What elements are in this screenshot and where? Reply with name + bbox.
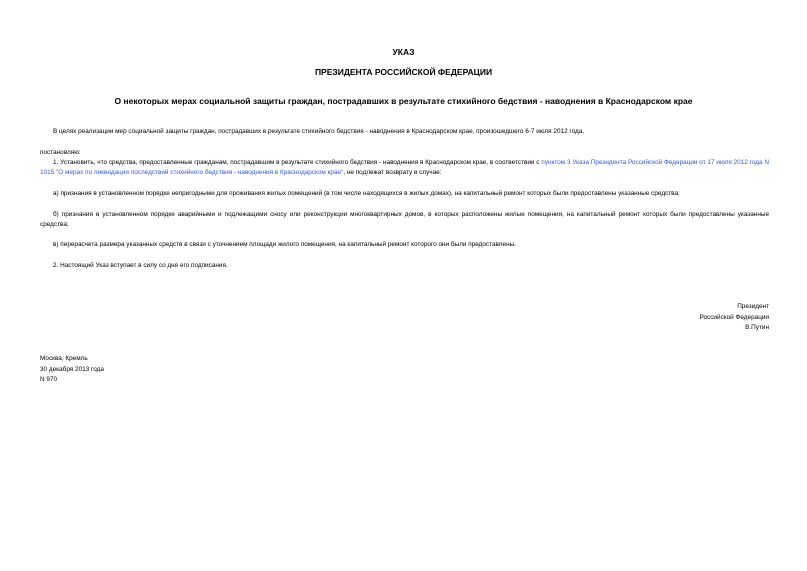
decree-number: N 970 [40, 376, 58, 383]
item-2-paragraph: 2. Настоящий Указ вступает в силу со дня его подписания. [53, 262, 228, 269]
decree-1015-link[interactable]: пунктом 3 Указа Президента Российской Федерации от 17 июля 2012 года N 1015 "О мерах по ликвидации последствий стихийного бедствия - наводнения в Краснодарском крае" [40, 159, 769, 176]
item-1-paragraph [40, 158, 769, 178]
item-b-paragraph: б) признания в установленном порядке аварийными и подлежащими сносу или реконструкции многоквартирных домов, в которых расположены жилые помещения, на капитальный ремонт которых были предоставлены указанные средства; [40, 211, 769, 228]
item-v-paragraph: в) перерасчета размера указанных средств в связи с уточнением площади жилого помещения, на капитальный ремонт которого они были предоставлены. [53, 241, 516, 248]
signing-date: 30 декабря 2013 года [40, 365, 104, 373]
document-type-title: УКАЗ [392, 47, 415, 57]
item-a-paragraph: а) признания в установленном порядке непригодными для проживания жилых помещений (в том числе находящихся в жилых домах), на капитальный ремонт которых были предоставлены указанные средства; [53, 190, 680, 197]
preamble-paragraph: В целях реализации мер социальной защиты граждан, пострадавших в результате стихийного бедствия - наводнения в Краснодарском крае, произошедшего 6-7 июля 2012 года, [53, 128, 585, 135]
resolve-paragraph: постановляю: [40, 149, 81, 156]
decree-subject-title: О некоторых мерах социальной защиты граждан, пострадавших в результате стихийного бедствия - наводнения в Краснодарском крае [114, 96, 693, 106]
place-date-block [40, 354, 240, 386]
item-1-text-start: 1. Установить, что средства, предоставленные гражданам, пострадавшим в результате стихийного бедствия - наводнения в Краснодарском крае, в соответствии с [53, 159, 542, 166]
signing-place: Москва, Кремль [40, 355, 88, 362]
signature-position: Президент [737, 303, 769, 310]
signature-block [609, 302, 769, 334]
issuer-title: ПРЕЗИДЕНТА РОССИЙСКОЙ ФЕДЕРАЦИИ [314, 67, 493, 77]
signature-country: Российской Федерации [699, 313, 769, 321]
signature-name: В.Путин [745, 324, 769, 331]
item-1-text-end: , не подлежат возврату в случае: [343, 169, 442, 176]
